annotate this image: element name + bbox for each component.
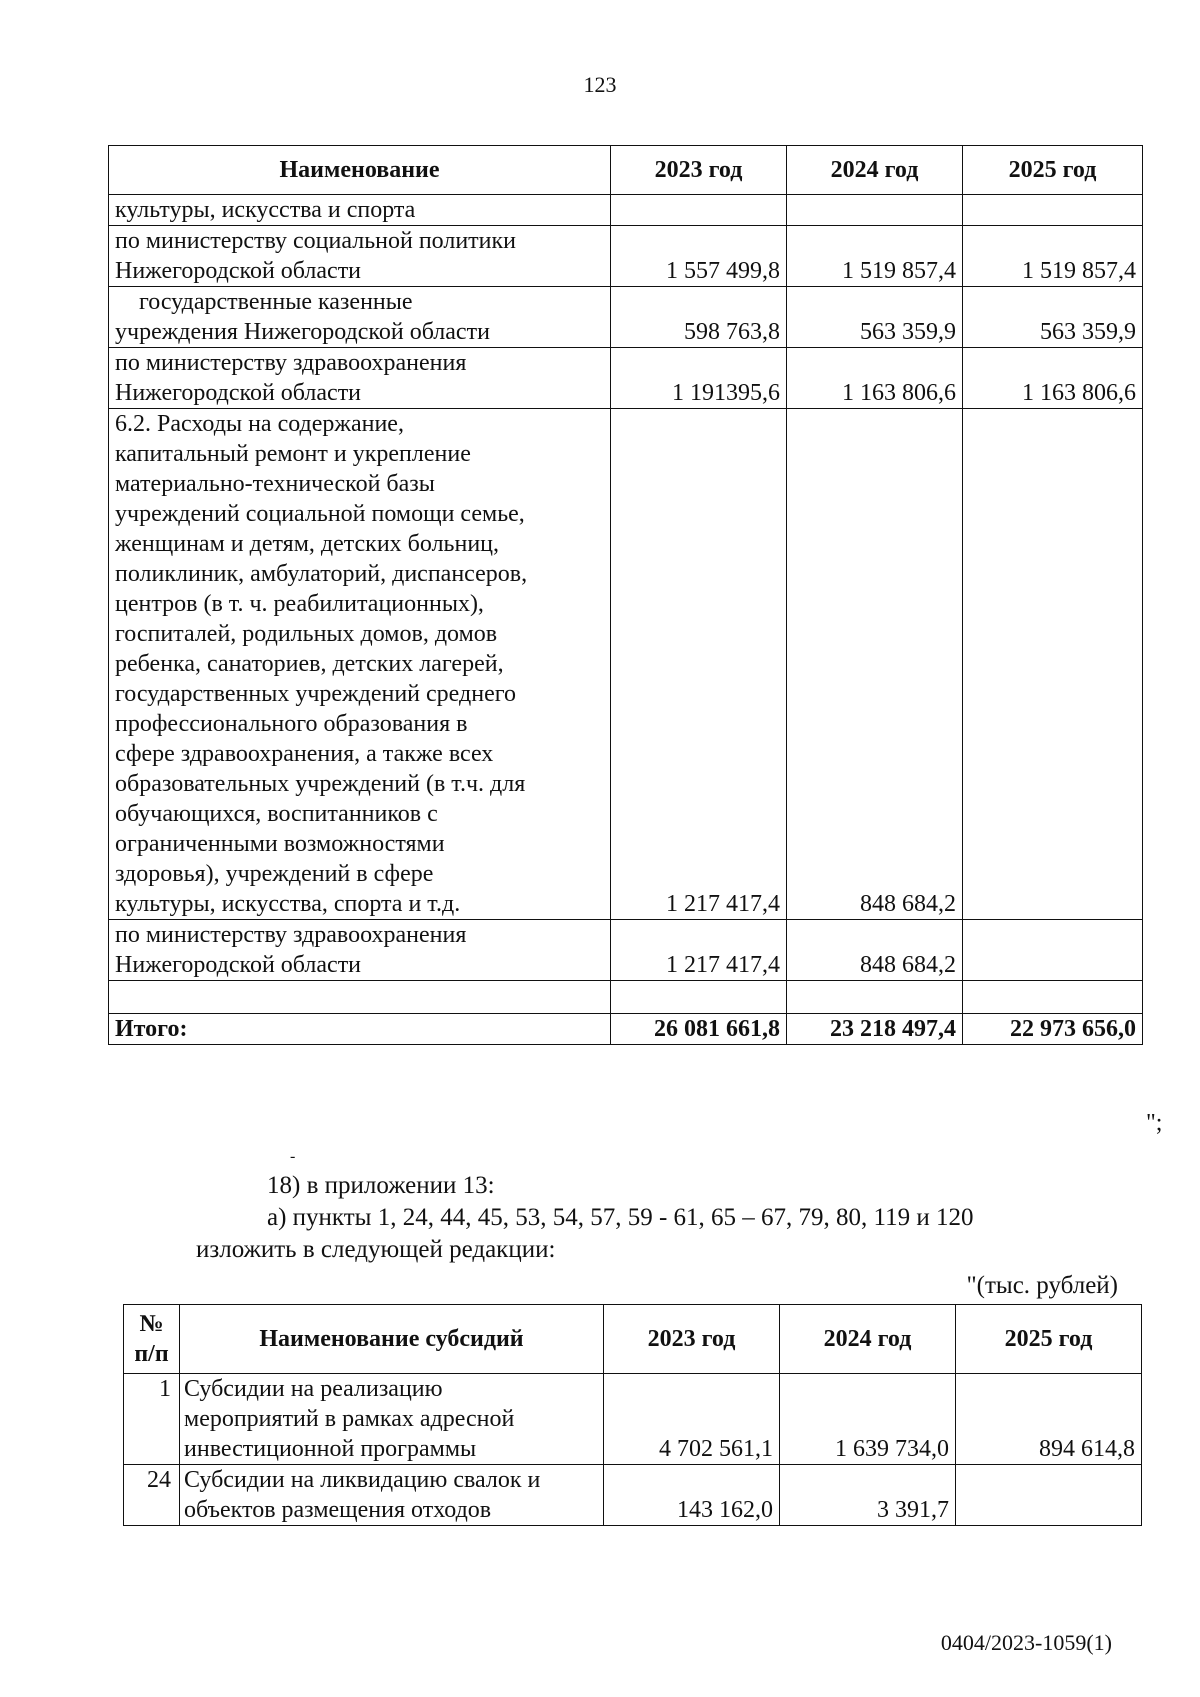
header-2023: 2023 год bbox=[604, 1305, 780, 1374]
name-line: обучающихся, воспитанников с bbox=[115, 801, 438, 827]
table-row bbox=[124, 1465, 1142, 1526]
value-2025: 1 519 857,4 bbox=[963, 226, 1143, 287]
value-2024: 848 684,2 bbox=[787, 920, 963, 981]
value-2025 bbox=[963, 409, 1143, 920]
name-line: инвестиционной программы bbox=[184, 1436, 477, 1462]
closing-quote: "; bbox=[1146, 1110, 1163, 1136]
name-line: Нижегородской области bbox=[115, 258, 362, 284]
name-line: учреждения Нижегородской области bbox=[115, 319, 490, 345]
value-2025: 563 359,9 bbox=[963, 287, 1143, 348]
page-number: 123 bbox=[583, 72, 617, 97]
row-name bbox=[109, 409, 611, 920]
name-line: поликлиник, амбулаторий, диспансеров, bbox=[115, 561, 528, 587]
paragraph-item-18: 18) в приложении 13: bbox=[267, 1172, 495, 1199]
empty-cell bbox=[109, 981, 611, 1014]
value-2023: 598 763,8 bbox=[611, 287, 787, 348]
name-line: ограниченными возможностями bbox=[115, 831, 445, 857]
header-2024: 2024 год bbox=[787, 146, 963, 195]
name-line: по министерству здравоохранения bbox=[115, 922, 467, 948]
value-2024: 3 391,7 bbox=[780, 1465, 956, 1526]
header-2025: 2025 год bbox=[956, 1305, 1142, 1374]
value-2024: 848 684,2 bbox=[787, 409, 963, 920]
value-2025 bbox=[956, 1465, 1142, 1526]
name-line: госпиталей, родильных домов, домов bbox=[115, 621, 498, 647]
total-label: Итого: bbox=[109, 1014, 611, 1045]
table-header-row bbox=[109, 146, 1143, 195]
empty-cell bbox=[787, 981, 963, 1014]
header-name: Наименование bbox=[109, 146, 611, 195]
name-line: объектов размещения отходов bbox=[184, 1497, 492, 1523]
value-2023: 143 162,0 bbox=[604, 1465, 780, 1526]
header-2023: 2023 год bbox=[611, 146, 787, 195]
name-line: по министерству здравоохранения bbox=[115, 350, 467, 376]
header-number bbox=[124, 1305, 180, 1374]
table-row bbox=[124, 1374, 1142, 1465]
subsidies-table bbox=[123, 1304, 1142, 1526]
value-2023: 1 191395,6 bbox=[611, 348, 787, 409]
name-line: здоровья), учреждений в сфере bbox=[115, 861, 434, 887]
empty-cell bbox=[963, 981, 1143, 1014]
total-2025: 22 973 656,0 bbox=[963, 1014, 1143, 1045]
table-row bbox=[109, 348, 1143, 409]
name-line: мероприятий в рамках адресной bbox=[184, 1406, 515, 1432]
units-note: "(тыс. рублей) bbox=[966, 1272, 1118, 1299]
row-name bbox=[109, 226, 611, 287]
value-2023: 4 702 561,1 bbox=[604, 1374, 780, 1465]
table-row bbox=[109, 920, 1143, 981]
name-line: Субсидии на реализацию bbox=[184, 1376, 443, 1402]
row-name bbox=[180, 1465, 604, 1526]
value-2024: 1 639 734,0 bbox=[780, 1374, 956, 1465]
name-line: Нижегородской области bbox=[115, 380, 362, 406]
header-number-line2: п/п bbox=[134, 1341, 169, 1367]
value-2025 bbox=[963, 195, 1143, 226]
total-row bbox=[109, 1014, 1143, 1045]
dash-mark: - bbox=[290, 1148, 296, 1165]
paragraph-continuation: изложить в следующей редакции: bbox=[196, 1236, 556, 1263]
value-2024 bbox=[787, 195, 963, 226]
table-row bbox=[109, 195, 1143, 226]
row-name bbox=[109, 348, 611, 409]
header-number-line1: № bbox=[139, 1311, 164, 1337]
name-line: ребенка, санаториев, детских лагерей, bbox=[115, 651, 504, 677]
name-line: сфере здравоохранения, а также всех bbox=[115, 741, 494, 767]
table-row bbox=[109, 226, 1143, 287]
empty-row bbox=[109, 981, 1143, 1014]
table-row bbox=[109, 287, 1143, 348]
header-name: Наименование субсидий bbox=[180, 1305, 604, 1374]
name-line: культуры, искусства, спорта и т.д. bbox=[115, 891, 461, 917]
name-line: 6.2. Расходы на содержание, bbox=[115, 411, 404, 437]
name-line: женщинам и детям, детских больниц, bbox=[115, 531, 500, 557]
value-2025: 894 614,8 bbox=[956, 1374, 1142, 1465]
name-line: государственных учреждений среднего bbox=[115, 681, 516, 707]
row-number: 24 bbox=[124, 1465, 180, 1526]
total-2023: 26 081 661,8 bbox=[611, 1014, 787, 1045]
value-2025: 1 163 806,6 bbox=[963, 348, 1143, 409]
value-2023: 1 217 417,4 bbox=[611, 409, 787, 920]
row-name bbox=[180, 1374, 604, 1465]
name-line: Нижегородской области bbox=[115, 952, 362, 978]
document-code: 0404/2023-1059(1) bbox=[940, 1630, 1112, 1655]
row-name bbox=[109, 920, 611, 981]
header-2025: 2025 год bbox=[963, 146, 1143, 195]
empty-cell bbox=[611, 981, 787, 1014]
name-line: материально-технической базы bbox=[115, 471, 435, 497]
row-name bbox=[109, 195, 611, 226]
total-2024: 23 218 497,4 bbox=[787, 1014, 963, 1045]
row-number: 1 bbox=[124, 1374, 180, 1465]
name-line: капитальный ремонт и укрепление bbox=[115, 441, 471, 467]
name-line: государственные казенные bbox=[139, 289, 413, 315]
value-2024: 1 163 806,6 bbox=[787, 348, 963, 409]
name-line: образовательных учреждений (в т.ч. для bbox=[115, 771, 526, 797]
name-line: учреждений социальной помощи семье, bbox=[115, 501, 525, 527]
table-row bbox=[109, 409, 1143, 920]
name-line: по министерству социальной политики bbox=[115, 228, 517, 254]
name-line: культуры, искусства и спорта bbox=[115, 197, 416, 223]
row-name bbox=[109, 287, 611, 348]
name-line: Субсидии на ликвидацию свалок и bbox=[184, 1467, 541, 1493]
value-2023: 1 217 417,4 bbox=[611, 920, 787, 981]
value-2023 bbox=[611, 195, 787, 226]
value-2024: 563 359,9 bbox=[787, 287, 963, 348]
table-header-row bbox=[124, 1305, 1142, 1374]
value-2025 bbox=[963, 920, 1143, 981]
paragraph-sub-a: а) пункты 1, 24, 44, 45, 53, 54, 57, 59 - 61, 65 – 67, 79, 80, 119 и 120 bbox=[267, 1204, 974, 1231]
header-2024: 2024 год bbox=[780, 1305, 956, 1374]
value-2024: 1 519 857,4 bbox=[787, 226, 963, 287]
budget-table-main bbox=[108, 145, 1143, 1045]
name-line: профессионального образования в bbox=[115, 711, 468, 737]
value-2023: 1 557 499,8 bbox=[611, 226, 787, 287]
name-line: центров (в т. ч. реабилитационных), bbox=[115, 591, 484, 617]
